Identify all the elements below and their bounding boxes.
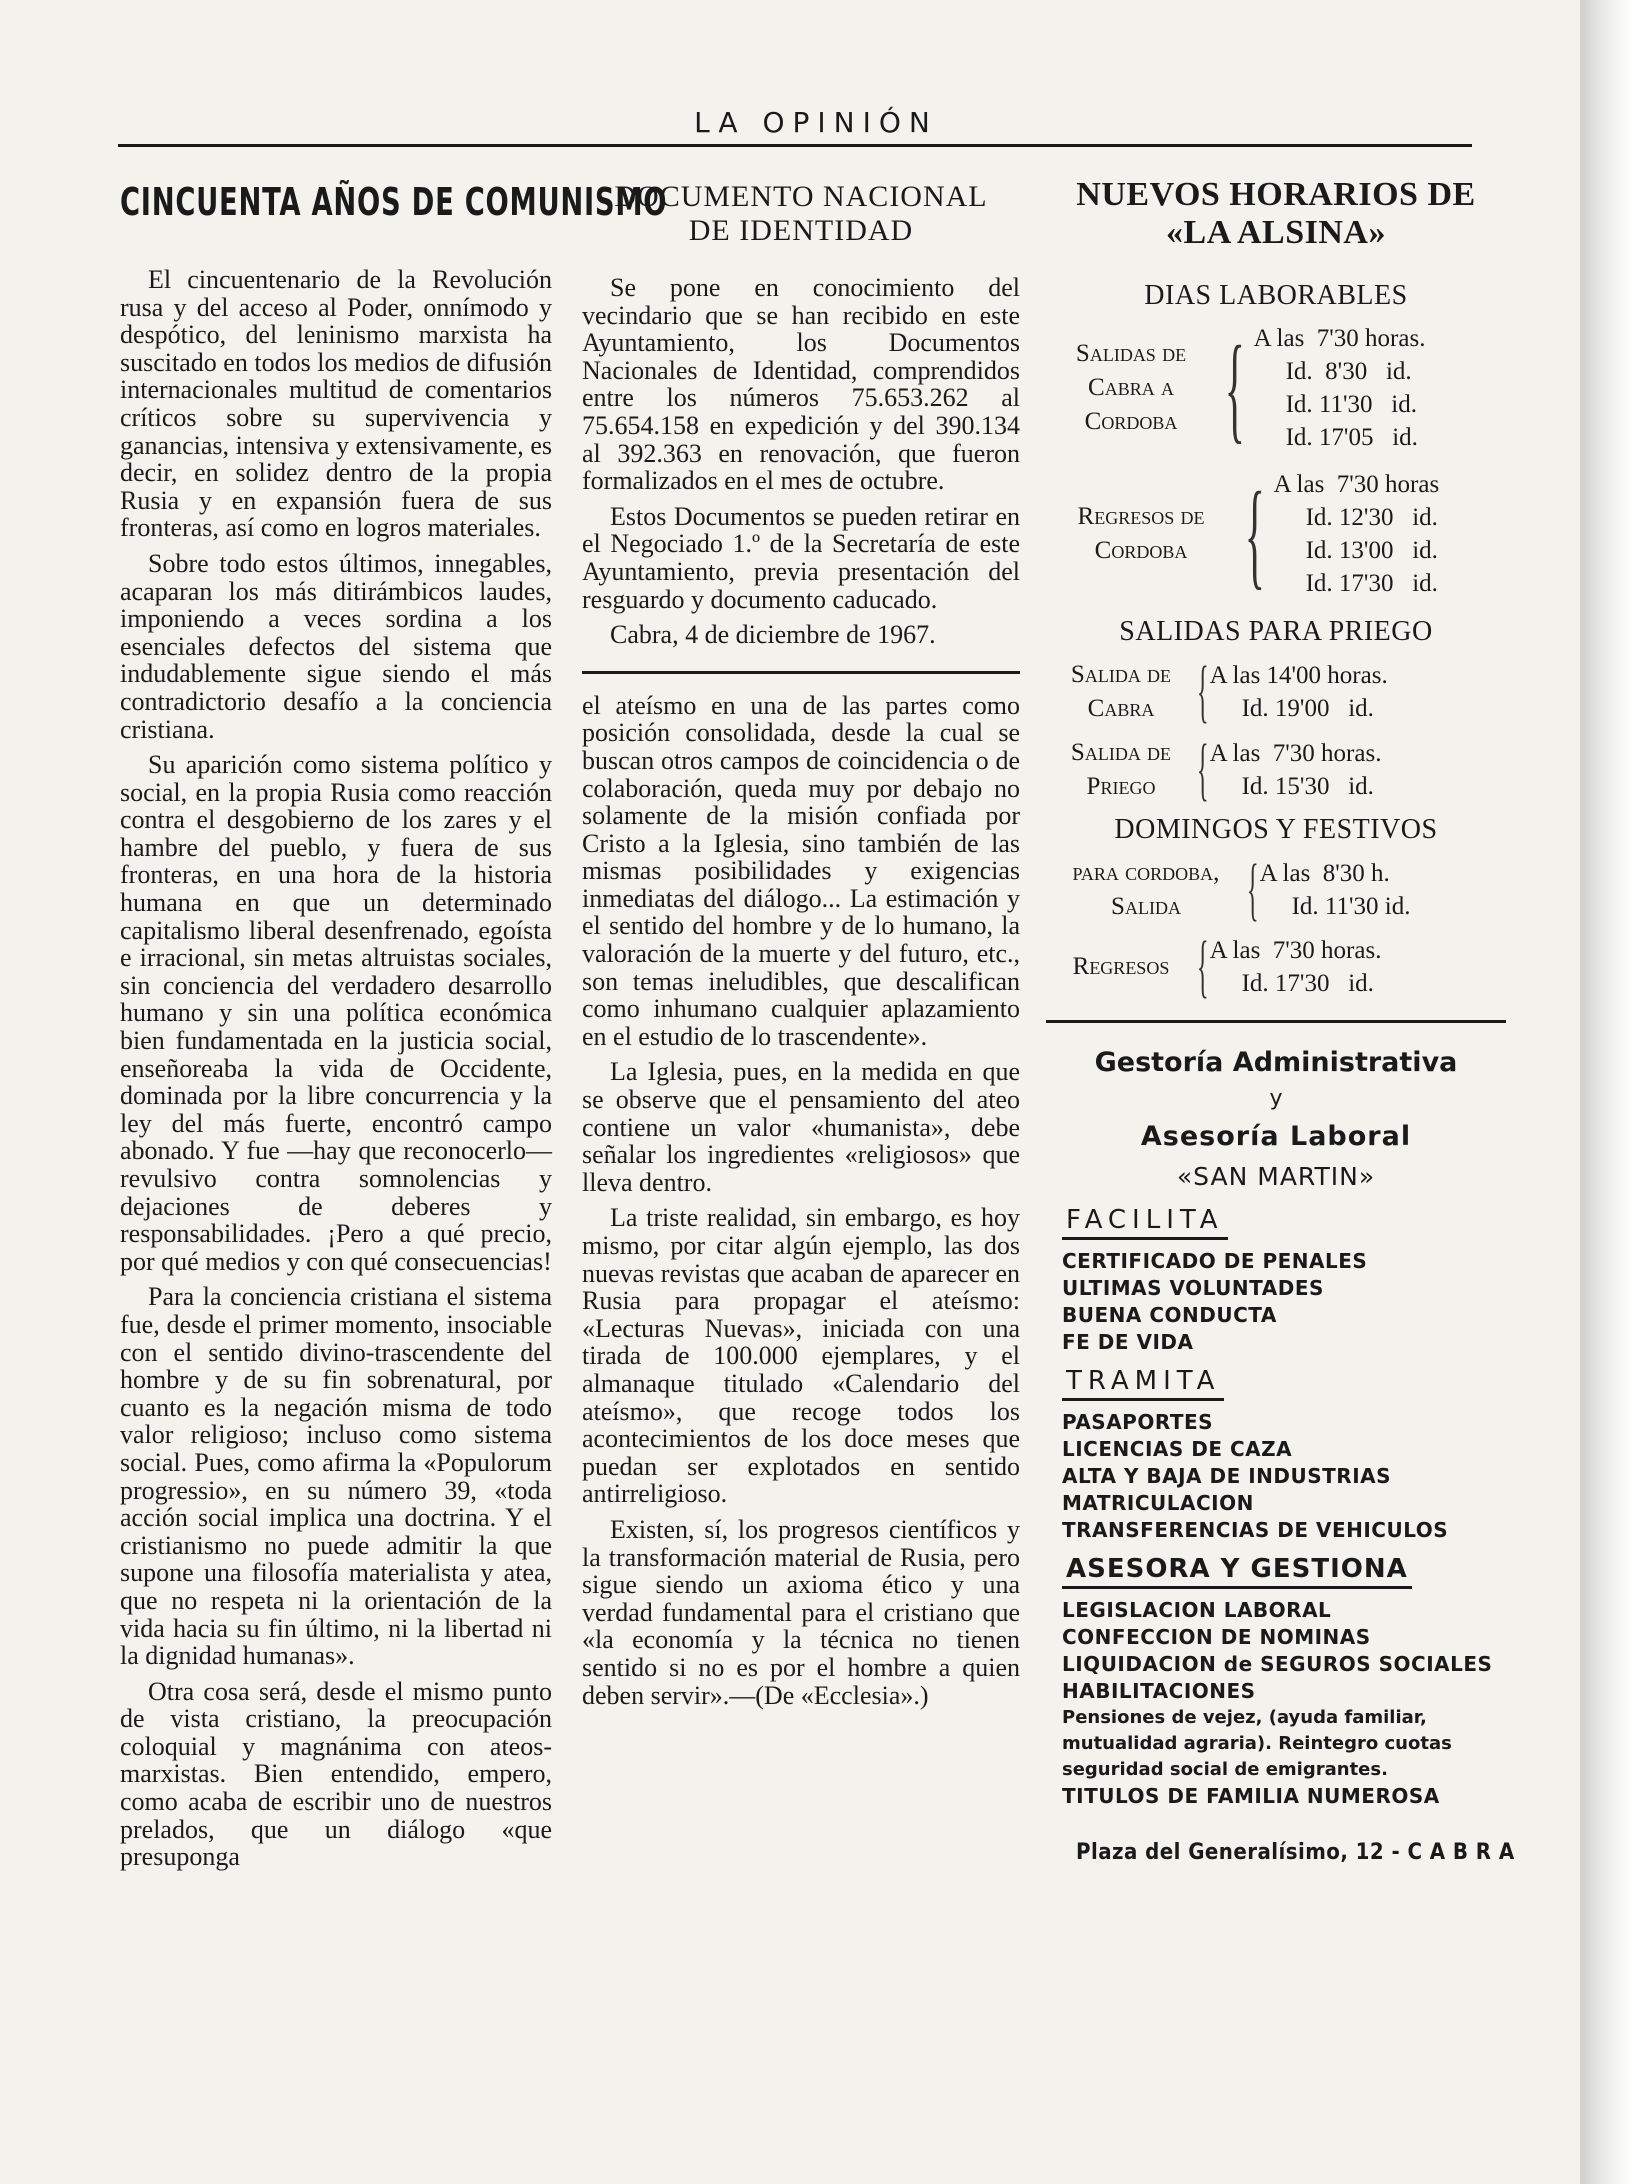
- time-line: A las 8'30 h.: [1259, 860, 1390, 887]
- list-item: CONFECCION DE NOMINAS: [1062, 1625, 1371, 1649]
- ad-list-last: [1062, 1783, 1506, 1810]
- schedule-salidas-cabra: [1046, 322, 1506, 454]
- top-rule: [118, 144, 1472, 147]
- schedule-title: [1046, 176, 1506, 252]
- title-line: DE IDENTIDAD: [688, 214, 914, 247]
- list-item: ALTA Y BAJA DE INDUSTRIAS: [1062, 1464, 1392, 1488]
- section-title-laborables: DIAS LABORABLES: [1144, 280, 1408, 311]
- paragraph: La triste realidad, sin embargo, es hoy mismo, por citar algún ejemplo, las dos nuevas revistas que acaban de aparecer en Rusia para propagar el ateísmo: «Lecturas Nuevas», iniciada con una tirada de 100.000 ejemplares, y el almanaque titulado «Calendario del ateísmo», que recoge todos los acontecimientos de los doce meses que puedan ser explotados en sentido antirreligioso.: [582, 1203, 1020, 1509]
- schedule-times: [1210, 934, 1382, 1000]
- brace-icon: {: [1244, 467, 1265, 600]
- ad-line: «SAN MARTIN»: [1176, 1162, 1376, 1191]
- paragraph: El cincuentenario de la Revolución rusa y del acceso al Poder, onnímodo y despótico, del leninismo marxista ha suscitado en todos los medios de difusión internacionales multitud de comentarios críticos sobre su supervivencia y ganancias, intensiva y extensivamente, es decir, en solidez dentro de la propia Rusia y en expansión fuera de sus fronteras, así como en logros materiales.: [120, 265, 552, 543]
- schedule-label: [1046, 736, 1196, 804]
- schedule-regresos: [1046, 928, 1506, 1005]
- label-line: Salida de: [1070, 739, 1172, 766]
- brace-icon: {: [1196, 653, 1209, 730]
- list-item: LICENCIAS DE CAZA: [1062, 1437, 1293, 1461]
- column-3: [1046, 170, 1515, 1865]
- article-title-comunismo: CINCUENTA AÑOS DE COMUNISMO: [120, 180, 668, 224]
- title-line: NUEVOS HORARIOS DE: [1076, 176, 1476, 213]
- list-item: TITULOS DE FAMILIA NUMEROSA: [1062, 1784, 1440, 1808]
- label-line: Cabra: [1087, 695, 1155, 722]
- time-line: Id. 17'05 id.: [1285, 424, 1418, 451]
- title-line: «LA ALSINA»: [1166, 214, 1386, 251]
- schedule-label: [1046, 950, 1196, 984]
- section-title-priego: SALIDAS PARA PRIEGO: [1119, 616, 1433, 647]
- section-title-domingos: DOMINGOS Y FESTIVOS: [1114, 814, 1438, 845]
- schedule-regresos-cordoba: [1046, 468, 1506, 600]
- column-2: [582, 170, 1020, 1709]
- brace-icon: {: [1246, 851, 1259, 928]
- schedule-times: [1254, 322, 1426, 454]
- ad-list-asesora: [1062, 1597, 1506, 1705]
- time-line: Id. 11'30 id.: [1285, 391, 1417, 418]
- list-item: LIQUIDACION de SEGUROS SOCIALES: [1062, 1652, 1493, 1676]
- ad-list-tramita: [1062, 1409, 1506, 1544]
- paragraph: Su aparición como sistema político y social, en la propia Rusia como reacción contra el desgobierno de los zares y el hambre del pueblo, y fuera de sus fronteras, en una hora de la historia humana en que un determinado capitalismo liberal desenfrenado, egoísta e irracional, sin metas altruistas sociales, sin conciencia del verdadero desarrollo humano y sin una política económica bien fundamentada en la justicia social, enseñoreaba la vida de Occidente, dominada por la libre concurrencia y la ley del más fuerte, encontró campo abonado. Y fue —hay que reconocerlo— revulsivo contra somnolencias y dejaciones de deberes y responsabilidades. ¡Pero a qué precio, por qué medios y con qué consecuencias!: [120, 750, 552, 1276]
- time-line: A las 7'30 horas.: [1209, 740, 1382, 767]
- masthead: LA OPINIÓN: [694, 106, 938, 139]
- list-item: BUENA CONDUCTA: [1062, 1303, 1277, 1327]
- time-line: Id. 17'30 id.: [1305, 570, 1438, 597]
- schedule-label: [1046, 658, 1196, 726]
- label-line: Salida: [1111, 893, 1181, 920]
- separator: [1046, 1020, 1506, 1023]
- schedule-label: [1046, 500, 1236, 568]
- time-line: Id. 8'30 id.: [1285, 358, 1412, 385]
- schedule-salida-priego: [1046, 731, 1506, 808]
- ad-header: [1046, 1043, 1506, 1195]
- list-item: CERTIFICADO DE PENALES: [1062, 1249, 1368, 1273]
- ad-section-facilita: FACILITA: [1062, 1205, 1228, 1240]
- article-title-dni: [582, 180, 1020, 248]
- ad-line: y: [1269, 1086, 1283, 1111]
- page-edge: [1580, 0, 1632, 2184]
- column-1: [120, 170, 668, 1872]
- label-line: Cordoba: [1084, 408, 1178, 435]
- time-line: Id. 17'30 id.: [1241, 970, 1374, 997]
- brace-icon: {: [1224, 321, 1245, 454]
- title-line: DOCUMENTO NACIONAL: [614, 180, 988, 213]
- ad-list-facilita: [1062, 1248, 1506, 1356]
- paragraph: Para la conciencia cristiana el sistema fue, desde el primer momento, insociable con el sentido divino-trascendente del hombre y de su fin sobrenatural, por cuanto es la negación misma de todo valor religioso; incluso como sistema social. Pues, como afirma la «Populorum progressio», en su número 39, «toda acción social implica una doctrina. Y el cristianismo no puede admitir la que supone una filosofía materialista y atea, que no respeta ni la orientación de la vida hacia su fin último, ni la libertad ni la dignidad humanas».: [120, 1282, 552, 1671]
- list-item: FE DE VIDA: [1062, 1330, 1194, 1354]
- paragraph: el ateísmo en una de las partes como posición consolidada, desde la cual se buscan otros campos de coincidencia o de colaboración, queda muy por debajo no solamente de la misión confiada por Cristo a la Iglesia, sino también de las mismas posibilidades y exigencias inmediatas del diálogo... La estimación y el sentido del hombre y de lo humano, la valoración de la muerte y del futuro, etc., son temas ineludibles, que descalifican como inhumano cualquier aplazamiento en el estudio de lo trascendente».: [582, 690, 1020, 1051]
- time-line: Id. 19'00 id.: [1241, 695, 1374, 722]
- paragraph: Sobre todo estos últimos, innegables, acaparan los más ditirámbicos laudes, imponiendo a veces sordina a los esenciales defectos del sistema que indudablemente sigue siendo el más contradictorio desafío a la conciencia cristiana.: [120, 548, 552, 744]
- list-item: HABILITACIONES: [1062, 1679, 1256, 1703]
- time-line: A las 14'00 horas.: [1209, 662, 1388, 689]
- schedule-times: [1260, 857, 1411, 923]
- list-item: MATRICULACION: [1062, 1491, 1254, 1515]
- label-line: Salida de: [1070, 661, 1172, 688]
- list-item: ULTIMAS VOLUNTADES: [1062, 1276, 1324, 1300]
- schedule-times: [1274, 468, 1440, 600]
- label-line: Cordoba: [1094, 537, 1188, 564]
- time-line: A las 7'30 horas.: [1209, 937, 1382, 964]
- label-line: Priego: [1086, 773, 1156, 800]
- paragraph: Estos Documentos se pueden retirar en el Negociado 1.º de la Secretaría de este Ayuntamiento, previa presentación del resguardo y documento caducado.: [582, 501, 1020, 614]
- schedule-salida-cabra: [1046, 653, 1506, 730]
- article-body-comunismo-cont: [582, 692, 1020, 1709]
- ad-address: Plaza del Generalísimo, 12 - C A B R A: [1076, 1840, 1515, 1865]
- article-body-comunismo: [120, 266, 552, 1871]
- brace-icon: {: [1196, 731, 1209, 808]
- schedule-para-cordoba: [1046, 851, 1506, 928]
- article-body-dni: [582, 274, 1020, 649]
- separator: [582, 671, 1020, 674]
- label-line: Cabra a: [1088, 374, 1174, 401]
- time-line: A las 7'30 horas: [1273, 471, 1440, 498]
- time-line: A las 7'30 horas.: [1253, 325, 1426, 352]
- schedule-times: [1210, 659, 1388, 725]
- label-line: Salidas de: [1075, 340, 1187, 367]
- ad-line: Asesoría Laboral: [1140, 1121, 1412, 1152]
- list-item: TRANSFERENCIAS DE VEHICULOS: [1062, 1518, 1449, 1542]
- label-line: Regresos de: [1077, 503, 1205, 530]
- ad-note: Pensiones de vejez, (ayuda familiar, mutualidad agraria). Reintegro cuotas seguridad social de emigrantes.: [1062, 1707, 1452, 1780]
- paragraph: Se pone en conocimiento del vecindario que se han recibido en este Ayuntamiento, los Documentos Nacionales de Identidad, comprendidos entre los números 75.653.262 al 75.654.158 en expedición y del 390.134 al 392.363 en renovación, que fueron formalizados en el mes de octubre.: [582, 273, 1020, 496]
- time-line: Id. 12'30 id.: [1305, 504, 1438, 531]
- label-line: Regresos: [1072, 953, 1170, 980]
- ad-section-tramita: TRAMITA: [1062, 1366, 1224, 1401]
- brace-icon: {: [1196, 928, 1209, 1005]
- paragraph: Existen, sí, los progresos científicos y la transformación material de Rusia, pero sigue siendo un axioma ético y una verdad fundamental para el cristiano que «la economía y la técnica no tienen sentido si no es por el hombre a quien deben servir».—(De «Ecclesia».): [582, 1514, 1020, 1710]
- time-line: Id. 13'00 id.: [1305, 537, 1438, 564]
- list-item: PASAPORTES: [1062, 1410, 1214, 1434]
- label-line: para cordoba,: [1072, 859, 1220, 886]
- time-line: Id. 11'30 id.: [1291, 893, 1411, 920]
- schedule-label: [1046, 856, 1246, 924]
- paragraph: La Iglesia, pues, en la medida en que se observe que el pensamiento del ateo contiene un valor «humanista», debe señalar los ingredientes «religiosos» que lleva dentro.: [582, 1057, 1020, 1197]
- paragraph: Otra cosa será, desde el mismo punto de vista cristiano, la preocupación coloquial y magnánima con ateos-marxistas. Bien entendido, empero, como acaba de escribir uno de nuestros prelados, que un diálogo «que presuponga: [120, 1676, 552, 1872]
- ad-line: Gestoría Administrativa: [1094, 1047, 1458, 1078]
- list-item: LEGISLACION LABORAL: [1062, 1598, 1332, 1622]
- schedule-times: [1210, 737, 1382, 803]
- time-line: Id. 15'30 id.: [1241, 773, 1374, 800]
- dateline: Cabra, 4 de diciembre de 1967.: [610, 620, 936, 650]
- ad-section-asesora: ASESORA Y GESTIONA: [1062, 1554, 1412, 1589]
- schedule-label: [1046, 337, 1216, 439]
